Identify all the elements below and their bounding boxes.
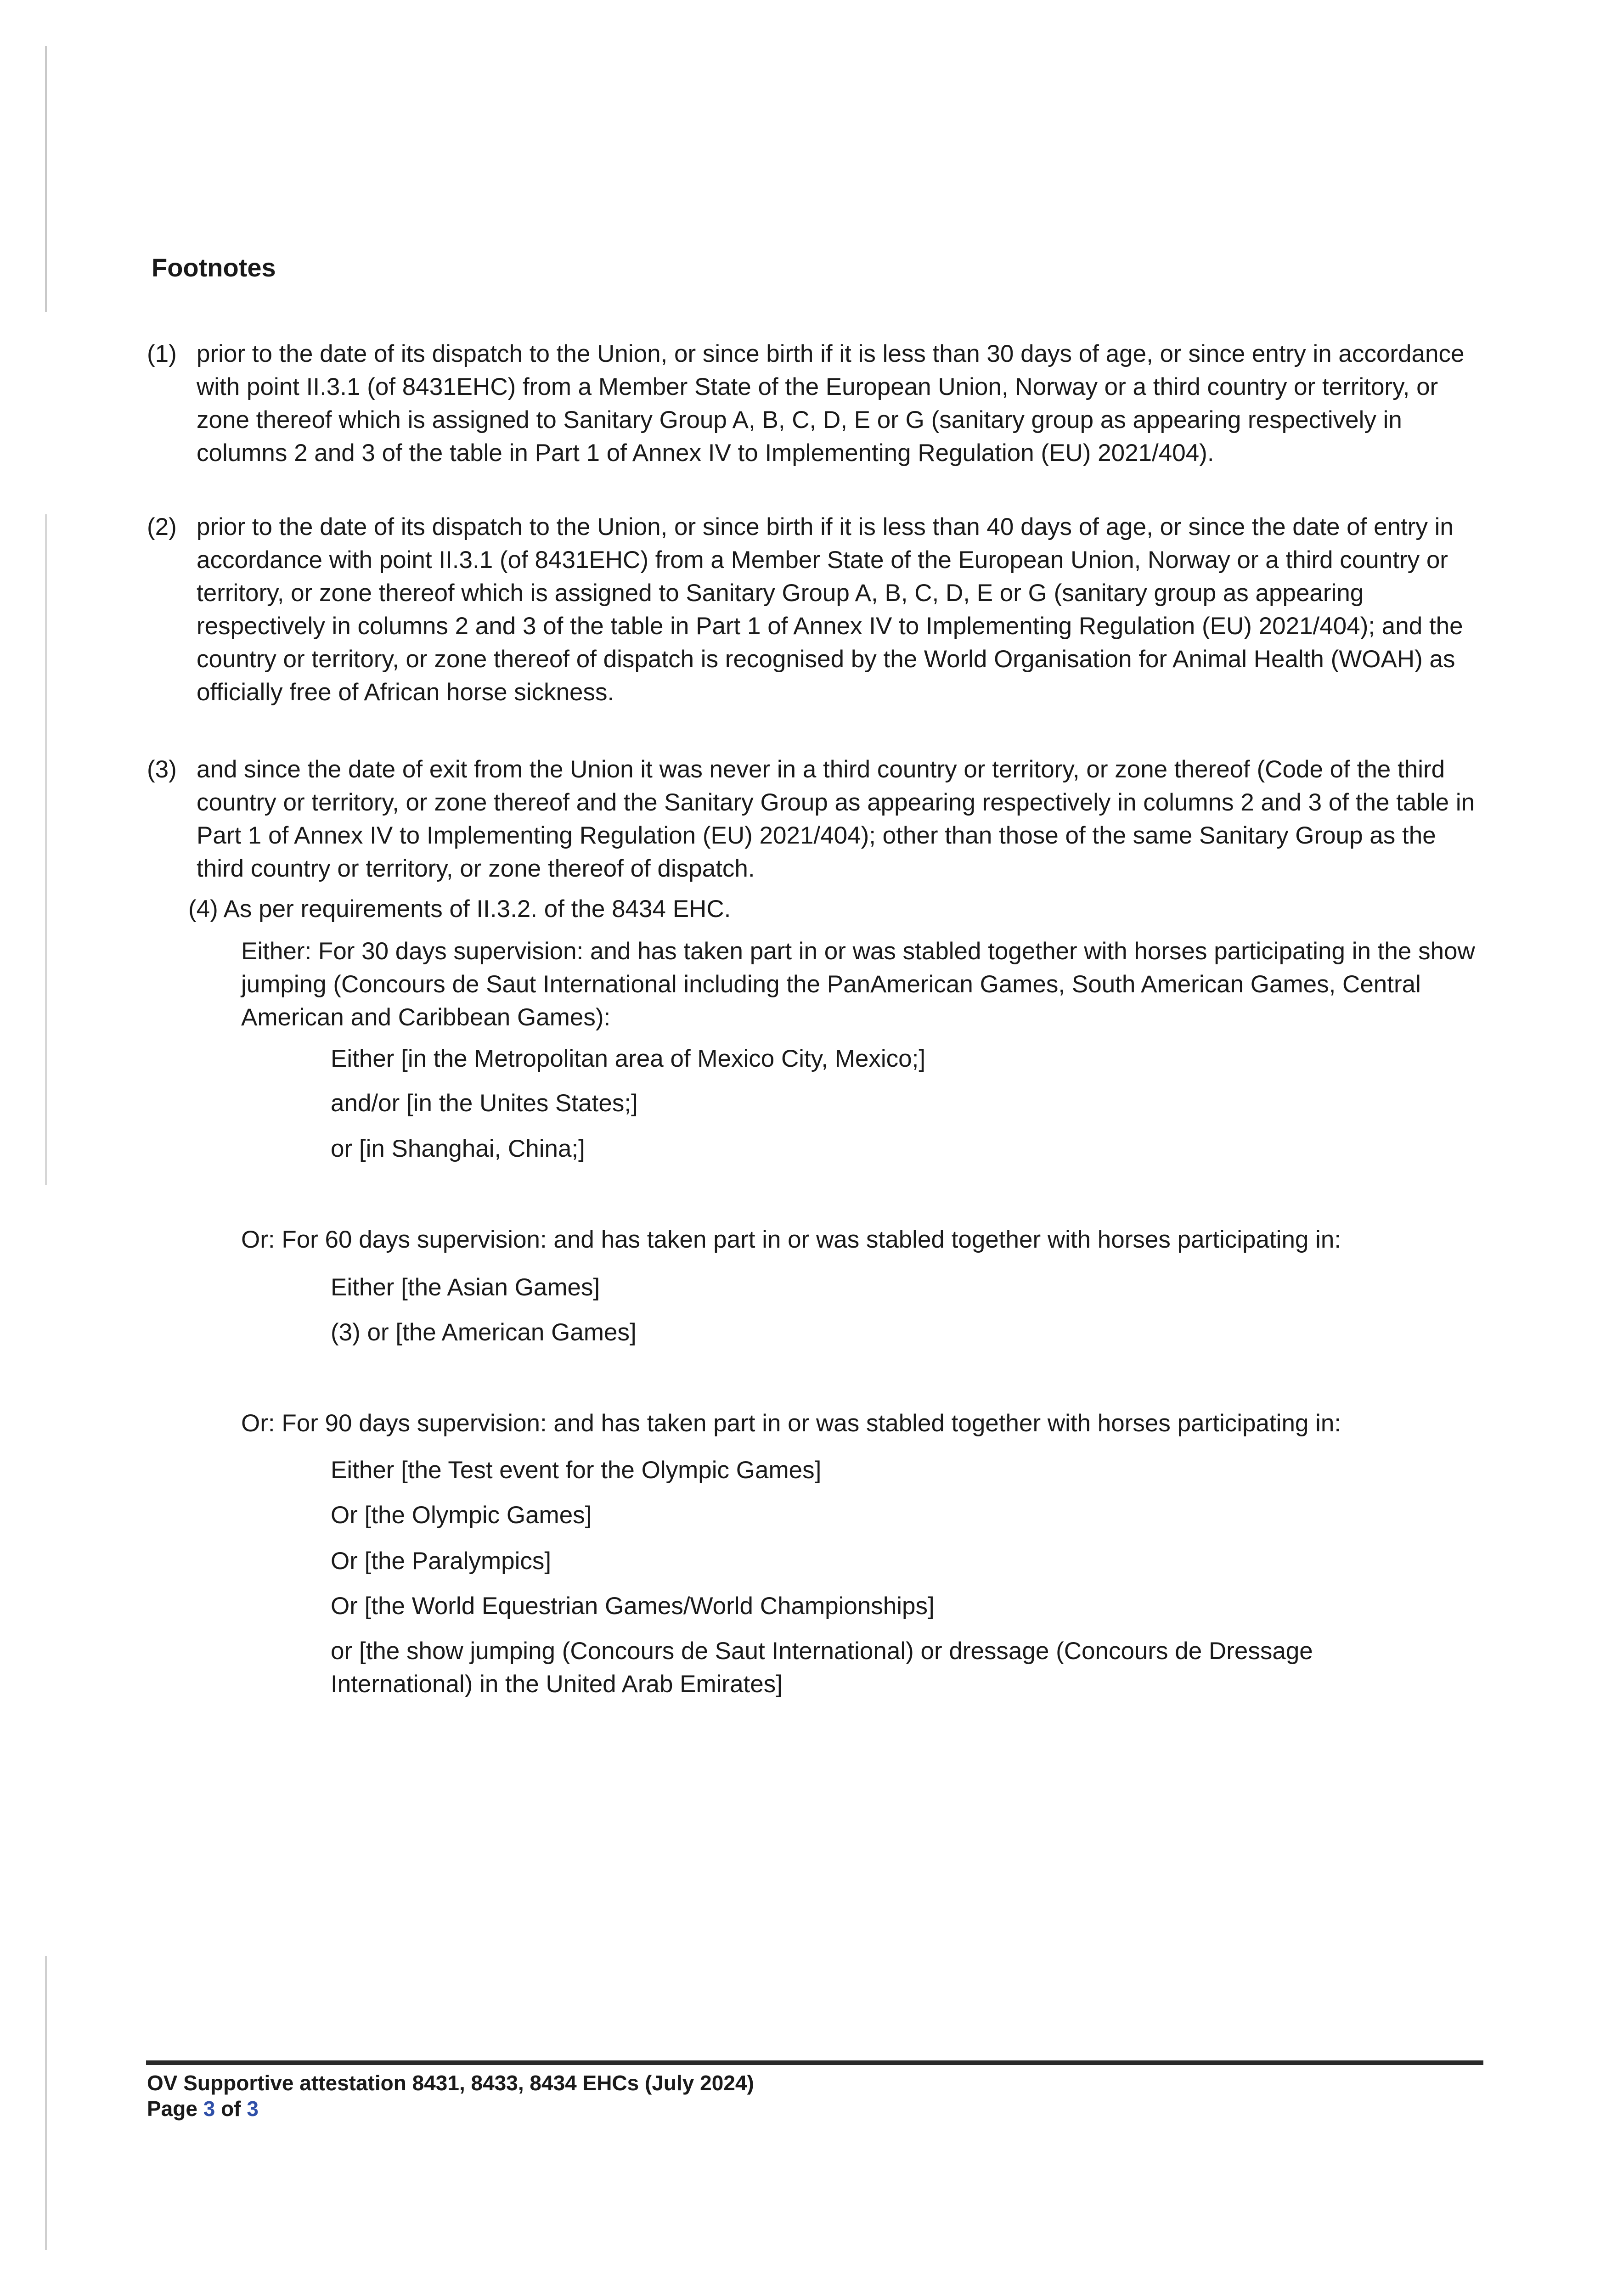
page-number-of: of (221, 2097, 241, 2121)
page-number (147, 2096, 259, 2122)
footnote-2 (147, 511, 1482, 709)
option-90-item: Or [the World Equestrian Games/World Championships] (331, 1593, 935, 1620)
option-30-days-intro: Either: For 30 days supervision: and has taken part in or was stabled together with horses participating in the show jumping (Concours de Saut International including the PanAmerican Games, South American Games, Central American and Caribbean Games): (241, 938, 1475, 1031)
option-60-days-intro: Or: For 60 days supervision: and has taken part in or was stabled together with horses participating in: (241, 1226, 1341, 1253)
scan-edge-line (45, 46, 47, 312)
option-90-item: Or [the Olympic Games] (331, 1502, 592, 1529)
option-90-item: Or [the Paralympics] (331, 1548, 552, 1575)
footnote-text: and since the date of exit from the Union it was never in a third country or territory, or zone thereof (Code of the third country or territory, or zone thereof and the Sanitary Group as appearing respectively in columns 2 and 3 of the table in Part 1 of Annex IV to Implementing Regulation (EU) 2021/404); other than those of the same Sanitary Group as the third country or territory, or zone thereof of dispatch. (197, 756, 1475, 882)
option-30-item: Either [in the Metropolitan area of Mexico City, Mexico;] (331, 1045, 926, 1072)
footer-divider (146, 2060, 1483, 2065)
footnote-text: prior to the date of its dispatch to the Union, or since birth if it is less than 40 days of age, or since the date of entry in accordance with point II.3.1 (of 8431EHC) from a Member State of the European Union, Norway or a third country or territory, or zone thereof which is assigned to Sanitary Group A, B, C, D, E or G (sanitary group as appearing respectively in columns 2 and 3 of the table in Part 1 of Annex IV to Implementing Regulation (EU) 2021/404); and the country or territory, or zone thereof of dispatch is recognised by the World Organisation for Animal Health (WOAH) as officially free of African horse sickness. (197, 513, 1463, 706)
footnote-number: (2) (147, 513, 177, 540)
option-30-item: and/or [in the Unites States;] (331, 1090, 638, 1117)
footnote-1 (147, 338, 1482, 470)
option-60-item: (3) or [the American Games] (331, 1319, 637, 1346)
page-number-total: 3 (247, 2097, 259, 2121)
page-number-prefix: Page (147, 2097, 197, 2121)
option-90-item: Either [the Test event for the Olympic Games] (331, 1457, 822, 1484)
footnote-number: (1) (147, 340, 177, 367)
option-90-days-intro: Or: For 90 days supervision: and has taken part in or was stabled together with horses participating in: (241, 1410, 1341, 1437)
footer-title: OV Supportive attestation 8431, 8433, 8434 EHCs (July 2024) (147, 2071, 754, 2095)
scan-edge-line (45, 514, 47, 1185)
footnote-text: prior to the date of its dispatch to the Union, or since birth if it is less than 30 days of age, or since entry in accordance with point II.3.1 (of 8431EHC) from a Member State of the European Union, Norway or a third country or territory, or zone thereof which is assigned to Sanitary Group A, B, C, D, E or G (sanitary group as appearing respectively in columns 2 and 3 of the table in Part 1 of Annex IV to Implementing Regulation (EU) 2021/404). (197, 340, 1465, 467)
option-90-item: or [the show jumping (Concours de Saut International) or dressage (Concours de Dressage International) in the United Arab Emirates] (331, 1638, 1313, 1698)
page-title: Footnotes (152, 253, 276, 282)
footnote-number: (3) (147, 756, 177, 783)
page-number-current: 3 (203, 2097, 215, 2121)
footnote-3 (147, 753, 1482, 885)
option-60-item: Either [the Asian Games] (331, 1274, 600, 1301)
scan-edge-line (45, 1956, 47, 2250)
option-30-item: or [in Shanghai, China;] (331, 1135, 585, 1162)
footnote-4-heading: (4) As per requirements of II.3.2. of the 8434 EHC. (188, 895, 731, 923)
